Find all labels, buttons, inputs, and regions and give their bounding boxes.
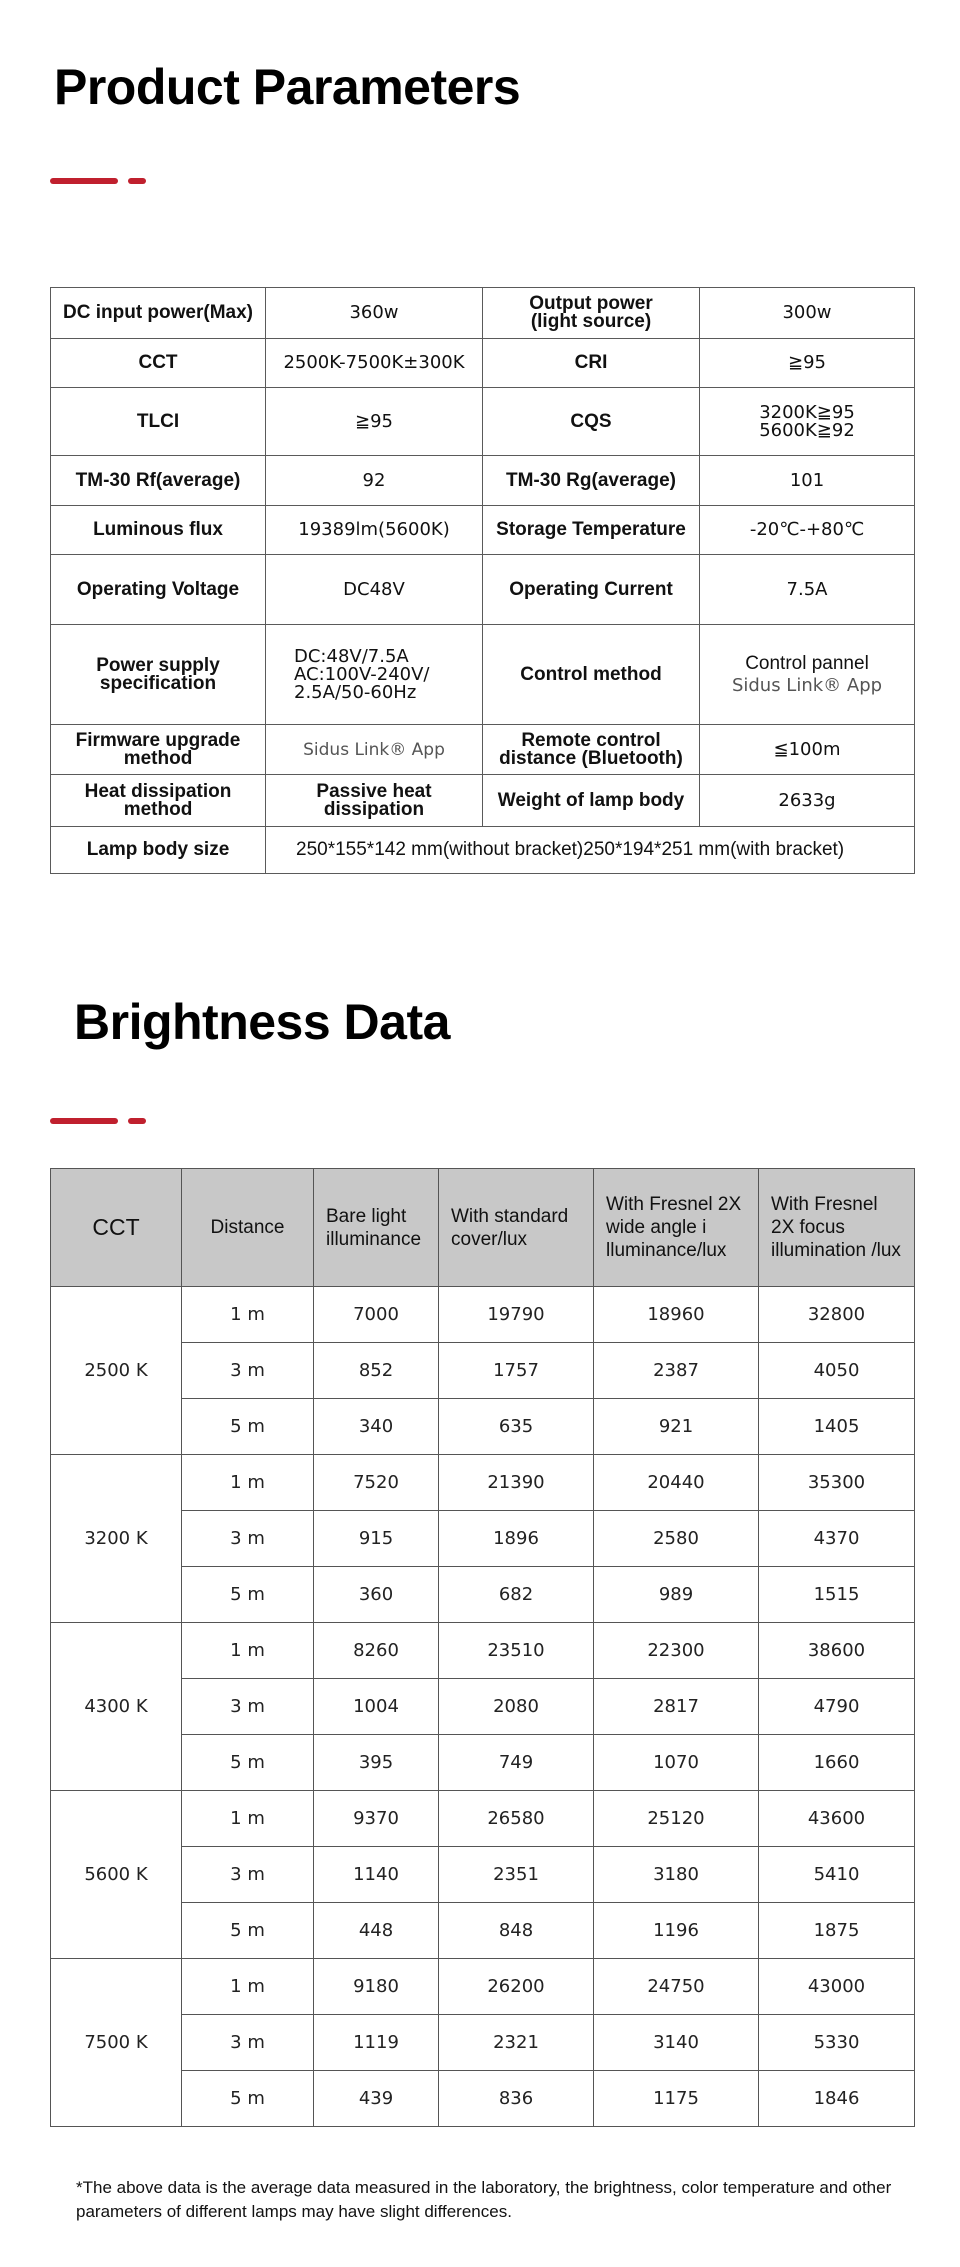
fresnel-wide-cell: 1070 (594, 1735, 759, 1791)
distance-cell: 5 m (182, 2071, 314, 2127)
standard-cover-cell: 749 (439, 1735, 594, 1791)
param-value: 101 (700, 456, 915, 506)
table-row (51, 1623, 915, 1679)
fresnel-focus-cell: 1846 (759, 2071, 915, 2127)
param-label: Lamp body size (51, 827, 266, 874)
standard-cover-cell: 848 (439, 1903, 594, 1959)
table-row (51, 1455, 915, 1511)
header-cct: CCT (51, 1169, 182, 1287)
distance-cell: 3 m (182, 2015, 314, 2071)
standard-cover-cell: 2080 (439, 1679, 594, 1735)
param-row (51, 775, 915, 827)
fresnel-focus-cell: 38600 (759, 1623, 915, 1679)
standard-cover-cell: 682 (439, 1567, 594, 1623)
param-label: Firmware upgrade method (51, 725, 266, 775)
accent-long (50, 1118, 118, 1124)
param-row (51, 625, 915, 725)
fresnel-wide-cell: 20440 (594, 1455, 759, 1511)
standard-cover-cell: 635 (439, 1399, 594, 1455)
table-row (51, 1791, 915, 1847)
param-label: CQS (483, 388, 700, 456)
brightness-header-row (51, 1169, 915, 1287)
accent-short (128, 1118, 146, 1124)
distance-cell: 3 m (182, 1343, 314, 1399)
bare-light-cell: 7520 (314, 1455, 439, 1511)
param-value: ≧95 (266, 388, 483, 456)
bare-light-cell: 448 (314, 1903, 439, 1959)
standard-cover-cell: 26580 (439, 1791, 594, 1847)
fresnel-wide-cell: 2817 (594, 1679, 759, 1735)
param-row (51, 506, 915, 555)
bare-light-cell: 1140 (314, 1847, 439, 1903)
param-label: Power supply specification (51, 625, 266, 725)
fresnel-wide-cell: 2580 (594, 1511, 759, 1567)
param-value: 92 (266, 456, 483, 506)
distance-cell: 5 m (182, 1903, 314, 1959)
param-value: 2500K-7500K±300K (266, 339, 483, 388)
bare-light-cell: 9180 (314, 1959, 439, 2015)
param-row (51, 456, 915, 506)
standard-cover-cell: 26200 (439, 1959, 594, 2015)
fresnel-focus-cell: 43000 (759, 1959, 915, 2015)
standard-cover-cell: 2351 (439, 1847, 594, 1903)
param-label: TM-30 Rf(average) (51, 456, 266, 506)
cct-group-label: 3200 K (51, 1455, 182, 1623)
fresnel-focus-cell: 1405 (759, 1399, 915, 1455)
param-value: 250*155*142 mm(without bracket)250*194*251 mm(with bracket) (266, 827, 915, 874)
param-value: DC:48V/7.5A AC:100V-240V/ 2.5A/50-60Hz (266, 625, 483, 725)
param-label: Storage Temperature (483, 506, 700, 555)
param-value: 2633g (700, 775, 915, 827)
param-value: 19389lm(5600K) (266, 506, 483, 555)
footnote: *The above data is the average data measured in the laboratory, the brightness, color temperature and other parameters of different lamps may have slight differences. (76, 2178, 892, 2221)
bare-light-cell: 1004 (314, 1679, 439, 1735)
distance-cell: 1 m (182, 1455, 314, 1511)
param-label: DC input power(Max) (51, 288, 266, 339)
param-label: CCT (51, 339, 266, 388)
param-label: Output power (light source) (483, 288, 700, 339)
param-label: Heat dissipation method (51, 775, 266, 827)
param-value: 300w (700, 288, 915, 339)
param-label: Remote control distance (Bluetooth) (483, 725, 700, 775)
distance-cell: 1 m (182, 1959, 314, 2015)
fresnel-wide-cell: 989 (594, 1567, 759, 1623)
standard-cover-cell: 2321 (439, 2015, 594, 2071)
header-standard-cover: With standard cover/lux (439, 1169, 594, 1287)
bare-light-cell: 7000 (314, 1287, 439, 1343)
fresnel-wide-cell: 921 (594, 1399, 759, 1455)
param-label: Luminous flux (51, 506, 266, 555)
bare-light-cell: 1119 (314, 2015, 439, 2071)
param-row (51, 827, 915, 874)
product-parameters-title: Product Parameters (54, 59, 521, 115)
bare-light-cell: 340 (314, 1399, 439, 1455)
distance-cell: 1 m (182, 1791, 314, 1847)
fresnel-focus-cell: 35300 (759, 1455, 915, 1511)
standard-cover-cell: 19790 (439, 1287, 594, 1343)
param-label: CRI (483, 339, 700, 388)
fresnel-focus-cell: 4050 (759, 1343, 915, 1399)
distance-cell: 1 m (182, 1287, 314, 1343)
fresnel-wide-cell: 24750 (594, 1959, 759, 2015)
param-row (51, 388, 915, 456)
param-label: TLCI (51, 388, 266, 456)
fresnel-wide-cell: 22300 (594, 1623, 759, 1679)
param-label: TM-30 Rg(average) (483, 456, 700, 506)
fresnel-focus-cell: 4370 (759, 1511, 915, 1567)
param-label: Control method (483, 625, 700, 725)
cct-group-label: 5600 K (51, 1791, 182, 1959)
bare-light-cell: 8260 (314, 1623, 439, 1679)
param-label: Operating Current (483, 555, 700, 625)
fresnel-focus-cell: 1660 (759, 1735, 915, 1791)
distance-cell: 3 m (182, 1847, 314, 1903)
brightness-data-title: Brightness Data (74, 994, 450, 1050)
distance-cell: 5 m (182, 1567, 314, 1623)
bare-light-cell: 360 (314, 1567, 439, 1623)
param-label: Weight of lamp body (483, 775, 700, 827)
param-value: -20℃-+80℃ (700, 506, 915, 555)
brightness-data-table (50, 1168, 915, 2127)
cct-group-label: 7500 K (51, 1959, 182, 2127)
fresnel-wide-cell: 1196 (594, 1903, 759, 1959)
param-row (51, 339, 915, 388)
param-row (51, 555, 915, 625)
param-value: Passive heat dissipation (266, 775, 483, 827)
fresnel-focus-cell: 43600 (759, 1791, 915, 1847)
param-row (51, 288, 915, 339)
standard-cover-cell: 23510 (439, 1623, 594, 1679)
fresnel-focus-cell: 4790 (759, 1679, 915, 1735)
param-value: Control pannel Sidus Link® App (700, 625, 915, 725)
fresnel-focus-cell: 1875 (759, 1903, 915, 1959)
distance-cell: 3 m (182, 1679, 314, 1735)
header-bare-light: Bare light illuminance (314, 1169, 439, 1287)
fresnel-wide-cell: 3140 (594, 2015, 759, 2071)
param-value: 3200K≧95 5600K≧92 (700, 388, 915, 456)
distance-cell: 3 m (182, 1511, 314, 1567)
cct-group-label: 4300 K (51, 1623, 182, 1791)
param-value: 360w (266, 288, 483, 339)
bare-light-cell: 915 (314, 1511, 439, 1567)
fresnel-wide-cell: 18960 (594, 1287, 759, 1343)
fresnel-focus-cell: 5410 (759, 1847, 915, 1903)
fresnel-focus-cell: 5330 (759, 2015, 915, 2071)
bare-light-cell: 395 (314, 1735, 439, 1791)
param-value: Sidus Link® App (266, 725, 483, 775)
cct-group-label: 2500 K (51, 1287, 182, 1455)
param-value: ≧95 (700, 339, 915, 388)
bare-light-cell: 439 (314, 2071, 439, 2127)
standard-cover-cell: 836 (439, 2071, 594, 2127)
accent-long (50, 178, 118, 184)
distance-cell: 5 m (182, 1735, 314, 1791)
param-value: 7.5A (700, 555, 915, 625)
fresnel-focus-cell: 1515 (759, 1567, 915, 1623)
bare-light-cell: 852 (314, 1343, 439, 1399)
bare-light-cell: 9370 (314, 1791, 439, 1847)
fresnel-wide-cell: 3180 (594, 1847, 759, 1903)
param-value: ≦100m (700, 725, 915, 775)
param-value: DC48V (266, 555, 483, 625)
distance-cell: 5 m (182, 1399, 314, 1455)
fresnel-focus-cell: 32800 (759, 1287, 915, 1343)
product-parameters-table (50, 287, 915, 874)
standard-cover-cell: 1896 (439, 1511, 594, 1567)
header-fresnel-wide: With Fresnel 2X wide angle i lluminance/lux (594, 1169, 759, 1287)
accent-short (128, 178, 146, 184)
fresnel-wide-cell: 2387 (594, 1343, 759, 1399)
distance-cell: 1 m (182, 1623, 314, 1679)
table-row (51, 1287, 915, 1343)
fresnel-wide-cell: 25120 (594, 1791, 759, 1847)
standard-cover-cell: 1757 (439, 1343, 594, 1399)
table-row (51, 1959, 915, 2015)
fresnel-wide-cell: 1175 (594, 2071, 759, 2127)
header-distance: Distance (182, 1169, 314, 1287)
param-label: Operating Voltage (51, 555, 266, 625)
header-fresnel-focus: With Fresnel 2X focus illumination /lux (759, 1169, 915, 1287)
standard-cover-cell: 21390 (439, 1455, 594, 1511)
param-row (51, 725, 915, 775)
